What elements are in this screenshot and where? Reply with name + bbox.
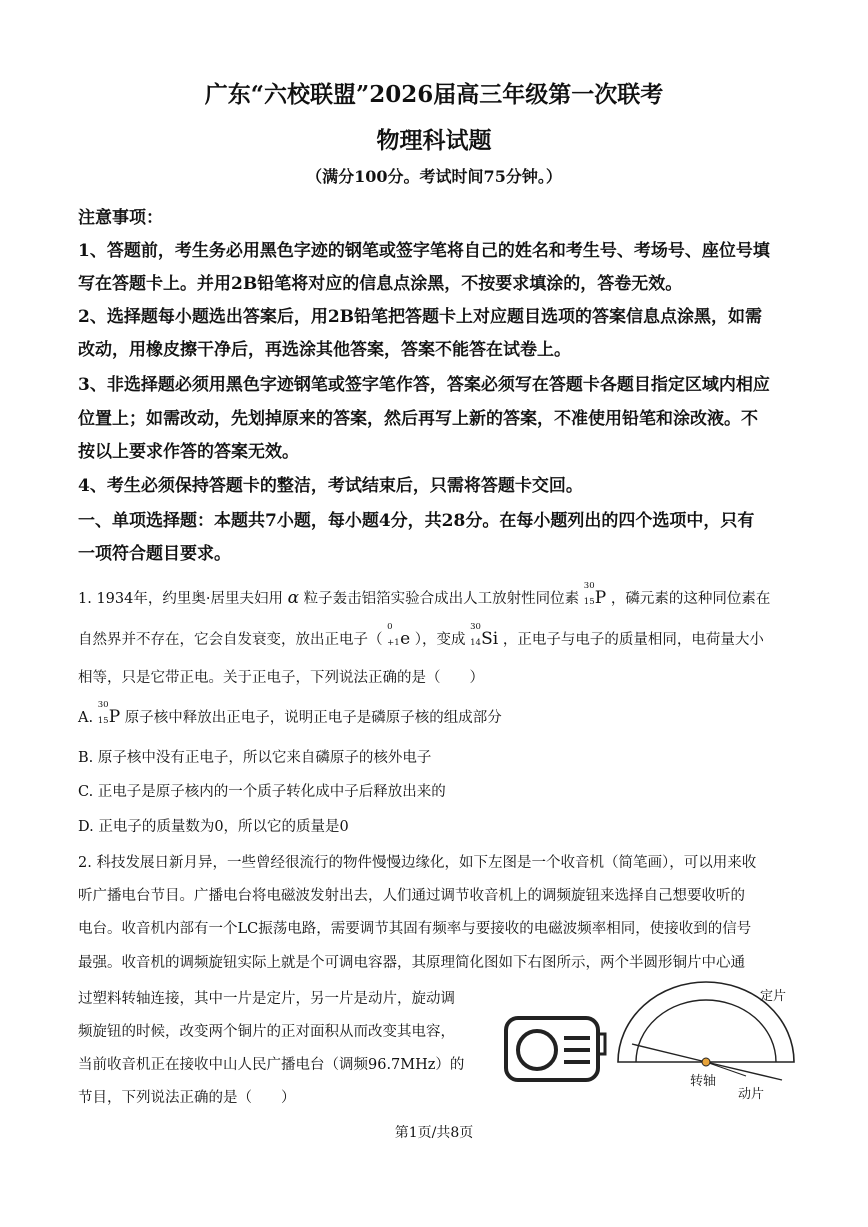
option-a-text: 原子核中释放出正电子，说明正电子是磷原子核的组成部分	[124, 710, 502, 726]
page-footer: 第1页/共8页	[394, 1125, 474, 1141]
q1-option-c: C. 正电子是原子核内的一个质子转化成中子后释放出来的	[78, 784, 446, 800]
p-symbol: P	[594, 588, 607, 608]
note-4-line-1: 4、考生必须保持答题卡的整洁，考试结束后，只需将答题卡交回。	[78, 476, 583, 496]
q2-line-5: 过塑料转轴连接，其中一片是定片，另一片是动片，旋动调	[78, 991, 455, 1007]
e-mass-number: 0	[387, 622, 393, 632]
note-3-line-2: 位置上；如需改动，先划掉原来的答案，然后再写上新的答案，不准使用铅笔和涂改液。不	[78, 409, 758, 429]
q2-line-7: 当前收音机正在接收中山人民广播电台（调频96.7MHz）的	[78, 1057, 465, 1073]
p-atomic-number: 15	[583, 597, 595, 607]
q2-line-2: 听广播电台节目。广播电台将电磁波发射出去，人们通过调节收音机上的调频旋钮来选择自己想要收听的	[78, 888, 745, 904]
q1-line-2-start: 自然界并不存在，它会自发衰变，放出正电子（	[78, 632, 383, 648]
p-mass-number: 30	[583, 581, 595, 591]
q1-line-1	[78, 581, 771, 608]
silicon-30-nuclide	[470, 622, 499, 649]
q2-line-3: 电台。收音机内部有一个LC振荡电路，需要调节其固有频率与要接收的电磁波频率相同，使接收到的信号	[78, 921, 752, 937]
fixed-plate-label: 定片	[760, 989, 787, 1004]
note-1-line-2: 写在答题卡上。并用2B铅笔将对应的信息点涂黑，不按要求填涂的，答卷无效。	[78, 274, 683, 294]
si-atomic-number: 14	[470, 638, 481, 648]
e-charge-number: +1	[387, 638, 400, 648]
q1-line-1-start: 1. 1934年，约里奥·居里夫妇用	[78, 591, 283, 607]
e-symbol: e	[400, 629, 411, 649]
si-mass-number: 30	[470, 622, 481, 632]
p-mass-number-a: 30	[97, 700, 109, 710]
q1-option-a	[78, 700, 502, 727]
q1-line-3: 相等，只是它带正电。关于正电子，下列说法正确的是（ ）	[78, 670, 484, 686]
p-atomic-number-a: 15	[97, 716, 109, 726]
p-symbol-a: P	[108, 707, 121, 727]
exam-subtitle: 物理科试题	[376, 127, 492, 154]
moving-plate-label: 动片	[738, 1087, 765, 1102]
q2-line-8: 节目，下列说法正确的是（ ）	[78, 1090, 296, 1106]
note-3-line-3: 按以上要求作答的答案无效。	[78, 442, 299, 462]
phosphorus-30-nuclide	[583, 581, 607, 608]
alpha-symbol: α	[287, 588, 300, 608]
note-1-line-1: 1、答题前，考生务必用黑色字迹的钢笔或签字笔将自己的姓名和考生号、考场号、座位号填	[78, 241, 770, 261]
note-3-line-1: 3、非选择题必须用黑色字迹钢笔或签字笔作答，答案必须写在答题卡各题目指定区域内相应	[78, 375, 770, 395]
si-symbol: Si	[481, 629, 499, 649]
q1-line-2	[78, 622, 764, 649]
q1-option-d: D. 正电子的质量数为0，所以它的质量是0	[78, 819, 349, 835]
q1-option-b: B. 原子核中没有正电子，所以它来自磷原子的核外电子	[78, 750, 432, 766]
section-1-heading-line-2: 一项符合题目要求。	[78, 544, 231, 564]
section-1-heading-line-1: 一、单项选择题：本题共7小题，每小题4分，共28分。在每小题列出的四个选项中，只有	[78, 511, 755, 531]
option-a-letter: A.	[78, 710, 98, 726]
axis-label: 转轴	[690, 1074, 717, 1089]
q2-line-6: 频旋钮的时候，改变两个铜片的正对面积从而改变其电容，	[78, 1024, 455, 1040]
q1-line-1-mid: 粒子轰击铝箔实验合成出人工放射性同位素	[303, 591, 580, 607]
radio-illustration	[500, 1010, 610, 1085]
note-2-line-1: 2、选择题每小题选出答案后，用2B铅笔把答题卡上对应题目选项的答案信息点涂黑，如需	[78, 307, 763, 327]
q1-line-1-end: ，磷元素的这种同位素在	[610, 591, 771, 607]
positron-nuclide	[387, 622, 411, 649]
score-line: （满分100分。考试时间75分钟。）	[306, 167, 562, 186]
q2-line-4: 最强。收音机的调频旋钮实际上就是个可调电容器，其原理简化图如下右图所示，两个半圆形铜片中心通	[78, 955, 745, 971]
q1-line-2-mid: ），变成	[414, 632, 466, 648]
q2-line-1: 2. 科技发展日新月异，一些曾经很流行的物件慢慢边缘化，如下左图是一个收音机（简笔画），可以用来收	[78, 855, 757, 871]
exam-title: 广东“六校联盟”2026届高三年级第一次联考	[204, 81, 664, 108]
note-2-line-2: 改动，用橡皮擦干净后，再选涂其他答案，答案不能答在试卷上。	[78, 340, 571, 360]
phosphorus-30-nuclide-option	[97, 700, 121, 727]
q1-line-2-end: ，正电子与电子的质量相同，电荷量大小	[502, 632, 764, 648]
notes-heading: 注意事项：	[78, 208, 163, 228]
